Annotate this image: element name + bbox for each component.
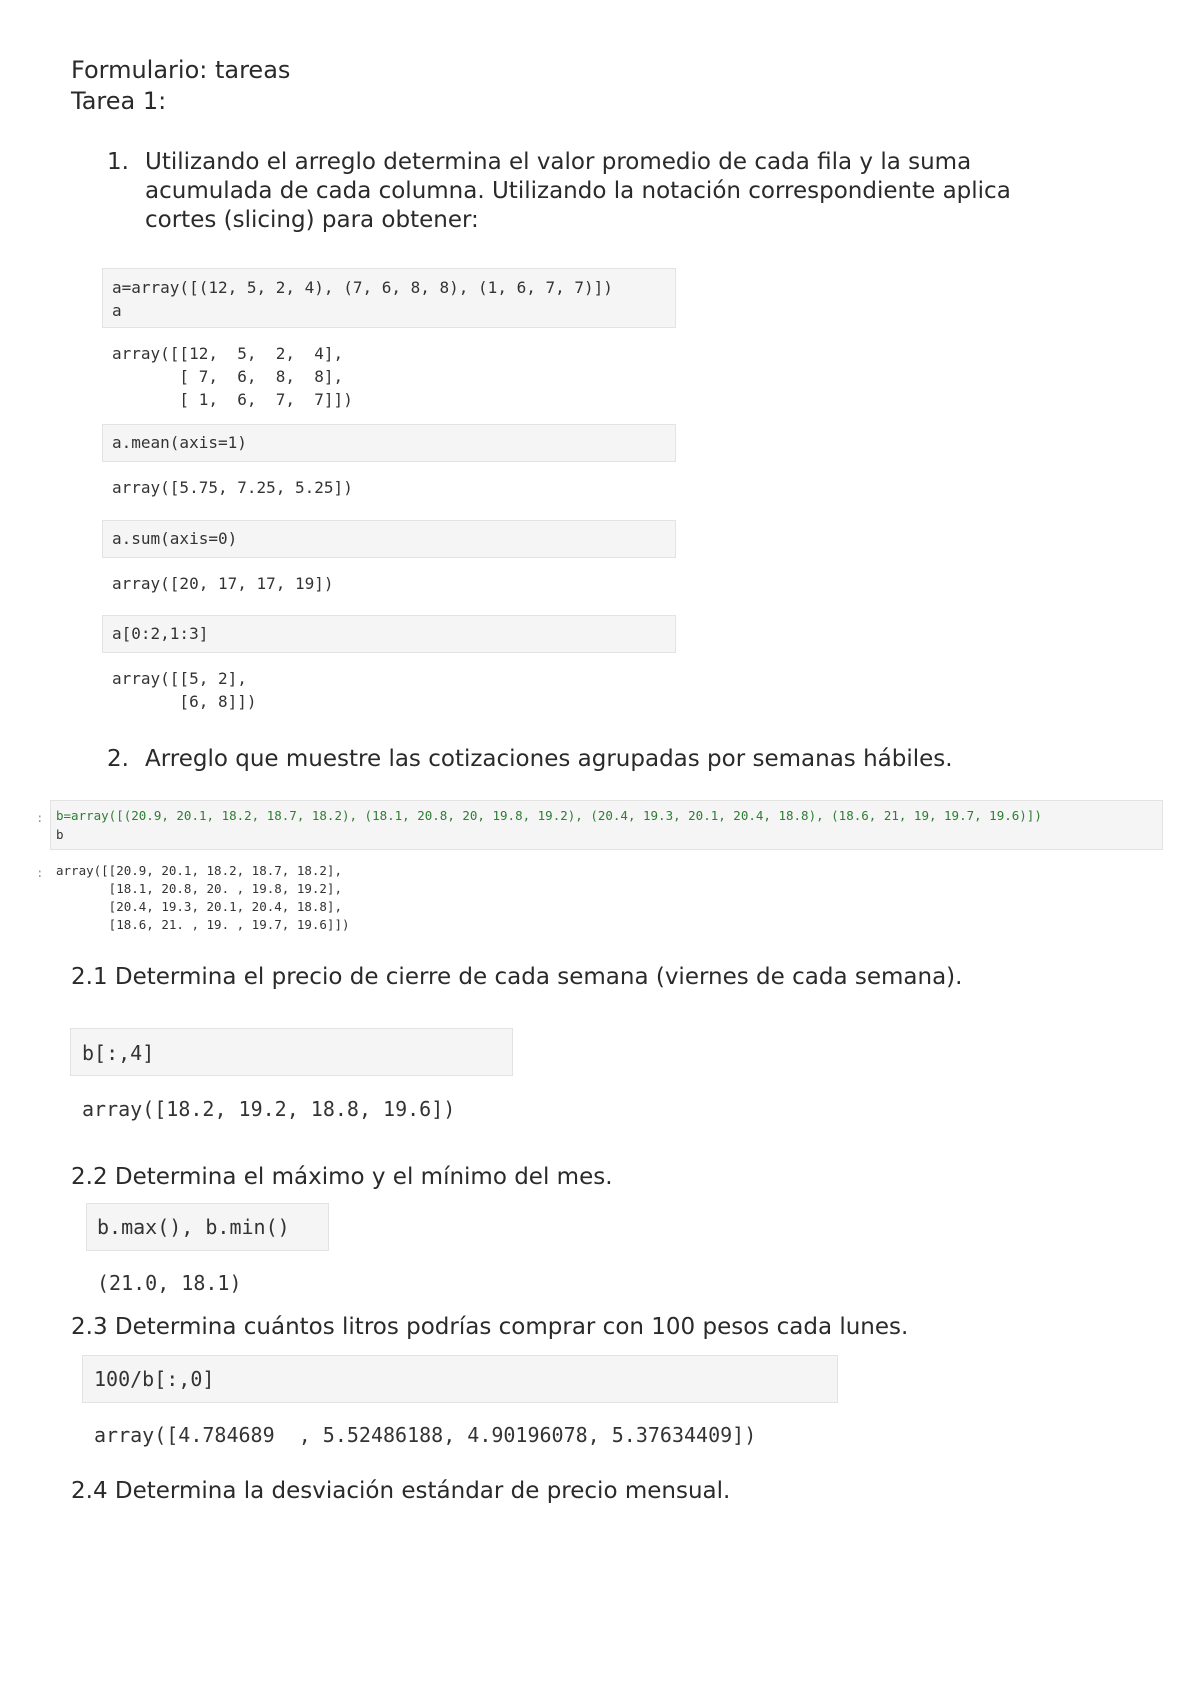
output-b-row1: array([[20.9, 20.1, 18.2, 18.7, 18.2], [56, 863, 342, 878]
output-mean: array([5.75, 7.25, 5.25]) [112, 478, 353, 497]
task1-number: 1. [107, 149, 129, 175]
code-a-display: a [112, 301, 122, 320]
task2-number: 2. [107, 746, 129, 772]
question-2-4: 2.4 Determina la desviación estándar de precio mensual. [71, 1478, 731, 1504]
code-2-1: b[:,4] [82, 1041, 155, 1065]
task2-text: Arreglo que muestre las cotizaciones agrupadas por semanas hábiles. [145, 746, 953, 772]
question-2-2: 2.2 Determina el máximo y el mínimo del mes. [71, 1164, 613, 1190]
output-sum: array([20, 17, 17, 19]) [112, 574, 334, 593]
output-b-row3: [20.4, 19.3, 20.1, 20.4, 18.8], [56, 899, 342, 914]
code-b-definition: b=array([(20.9, 20.1, 18.2, 18.7, 18.2), (18.1, 20.8, 20, 19.8, 19.2), (20.4, 19.3, 20.1, 20.4, 18.8), (18.6, 21, 19, 19.7, 19.6)]) [56, 808, 1042, 823]
task1-text-line1: Utilizando el arreglo determina el valor promedio de cada fila y la suma [145, 149, 972, 175]
output-b-row2: [18.1, 20.8, 20. , 19.8, 19.2], [56, 881, 342, 896]
output-a-row2: [ 7, 6, 8, 8], [112, 367, 344, 386]
output-b-row4: [18.6, 21. , 19. , 19.7, 19.6]]) [56, 917, 350, 932]
code-mean: a.mean(axis=1) [112, 433, 247, 452]
question-2-3: 2.3 Determina cuántos litros podrías comprar con 100 pesos cada lunes. [71, 1314, 909, 1340]
task1-text-line3: cortes (slicing) para obtener: [145, 207, 479, 233]
cell-prompt: : [36, 810, 44, 825]
document-title: Formulario: tareas [71, 56, 291, 84]
output-slice-row1: array([[5, 2], [112, 669, 247, 688]
question-2-1: 2.1 Determina el precio de cierre de cada semana (viernes de cada semana). [71, 964, 963, 990]
output-a-row1: array([[12, 5, 2, 4], [112, 344, 344, 363]
code-2-2: b.max(), b.min() [97, 1215, 290, 1239]
code-2-3: 100/b[:,0] [94, 1367, 215, 1391]
code-sum: a.sum(axis=0) [112, 529, 238, 548]
code-a-definition: a=array([(12, 5, 2, 4), (7, 6, 8, 8), (1, 6, 7, 7)]) [112, 278, 613, 297]
code-b-display: b [56, 827, 64, 842]
output-slice-row2: [6, 8]]) [112, 692, 257, 711]
output-prompt: : [36, 865, 44, 880]
output-2-2: (21.0, 18.1) [97, 1271, 242, 1295]
task1-text-line2: acumulada de cada columna. Utilizando la notación correspondiente aplica [145, 178, 1011, 204]
output-a-row3: [ 1, 6, 7, 7]]) [112, 390, 353, 409]
output-2-1: array([18.2, 19.2, 18.8, 19.6]) [82, 1097, 456, 1121]
code-slice: a[0:2,1:3] [112, 624, 209, 643]
output-2-3: array([4.784689 , 5.52486188, 4.90196078, 5.37634409]) [94, 1423, 757, 1447]
document-subtitle: Tarea 1: [71, 87, 167, 115]
